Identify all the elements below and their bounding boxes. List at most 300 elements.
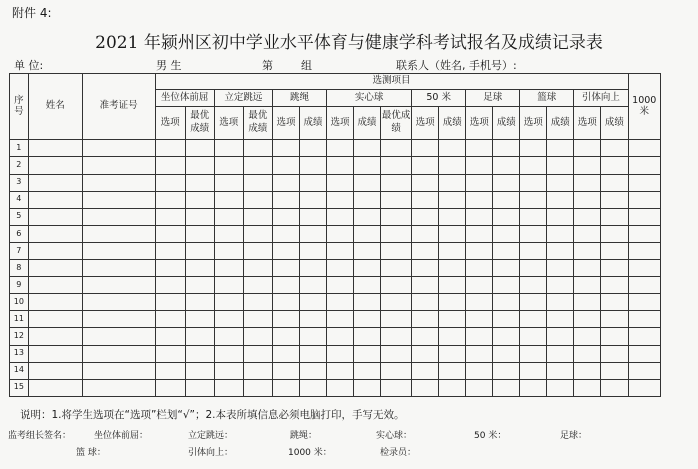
table-cell[interactable]: [272, 379, 299, 396]
table-cell[interactable]: [574, 328, 601, 345]
table-cell[interactable]: [28, 208, 82, 225]
table-cell[interactable]: [520, 277, 547, 294]
table-cell[interactable]: [28, 311, 82, 328]
table-cell[interactable]: [243, 362, 272, 379]
table-cell[interactable]: [155, 208, 185, 225]
table-cell[interactable]: [547, 277, 574, 294]
table-cell[interactable]: [214, 191, 243, 208]
table-cell[interactable]: [574, 157, 601, 174]
table-cell[interactable]: [601, 157, 628, 174]
table-cell[interactable]: [412, 362, 439, 379]
table-cell[interactable]: [466, 140, 493, 157]
table-cell[interactable]: [185, 174, 214, 191]
table-cell[interactable]: [155, 277, 185, 294]
table-cell[interactable]: [353, 379, 380, 396]
table-cell[interactable]: [155, 328, 185, 345]
table-cell[interactable]: [299, 328, 326, 345]
table-cell[interactable]: [155, 140, 185, 157]
table-cell[interactable]: [547, 242, 574, 259]
table-cell[interactable]: [439, 225, 466, 242]
table-cell[interactable]: [520, 208, 547, 225]
table-cell[interactable]: [326, 328, 353, 345]
table-cell[interactable]: [574, 140, 601, 157]
table-cell[interactable]: [243, 277, 272, 294]
table-cell[interactable]: [520, 242, 547, 259]
table-cell[interactable]: [412, 140, 439, 157]
table-cell[interactable]: [520, 328, 547, 345]
table-cell[interactable]: [185, 140, 214, 157]
table-cell[interactable]: [155, 379, 185, 396]
table-cell[interactable]: [520, 191, 547, 208]
table-cell[interactable]: [28, 225, 82, 242]
table-cell[interactable]: [547, 328, 574, 345]
table-cell[interactable]: [493, 345, 520, 362]
table-cell[interactable]: [628, 242, 660, 259]
table-cell[interactable]: [412, 311, 439, 328]
table-cell[interactable]: [466, 225, 493, 242]
table-cell[interactable]: [466, 277, 493, 294]
table-cell[interactable]: [547, 191, 574, 208]
table-cell[interactable]: [439, 140, 466, 157]
table-cell[interactable]: [272, 362, 299, 379]
table-cell[interactable]: [214, 174, 243, 191]
table-cell[interactable]: [466, 260, 493, 277]
table-cell[interactable]: [155, 242, 185, 259]
table-cell[interactable]: [82, 345, 155, 362]
table-cell[interactable]: [28, 362, 82, 379]
table-cell[interactable]: [520, 311, 547, 328]
table-cell[interactable]: [272, 140, 299, 157]
table-cell[interactable]: [628, 311, 660, 328]
table-cell[interactable]: [520, 157, 547, 174]
table-cell[interactable]: [353, 328, 380, 345]
table-cell[interactable]: [272, 277, 299, 294]
table-cell[interactable]: [353, 174, 380, 191]
table-cell[interactable]: [214, 362, 243, 379]
table-cell[interactable]: [601, 311, 628, 328]
table-cell[interactable]: [185, 345, 214, 362]
table-cell[interactable]: [214, 379, 243, 396]
table-cell[interactable]: [82, 140, 155, 157]
table-cell[interactable]: [547, 208, 574, 225]
table-cell[interactable]: [272, 260, 299, 277]
table-cell[interactable]: [243, 311, 272, 328]
table-cell[interactable]: [439, 208, 466, 225]
table-cell[interactable]: [381, 328, 412, 345]
table-cell[interactable]: [520, 362, 547, 379]
table-cell[interactable]: [628, 379, 660, 396]
table-cell[interactable]: [185, 328, 214, 345]
table-cell[interactable]: [28, 140, 82, 157]
table-cell[interactable]: [82, 362, 155, 379]
table-cell[interactable]: [82, 260, 155, 277]
table-cell[interactable]: [299, 260, 326, 277]
table-cell[interactable]: [601, 345, 628, 362]
table-cell[interactable]: [28, 191, 82, 208]
table-cell[interactable]: [299, 277, 326, 294]
table-cell[interactable]: [299, 157, 326, 174]
table-cell[interactable]: [628, 157, 660, 174]
table-cell[interactable]: [628, 260, 660, 277]
table-cell[interactable]: [243, 242, 272, 259]
table-cell[interactable]: [466, 311, 493, 328]
table-cell[interactable]: [412, 294, 439, 311]
table-cell[interactable]: [82, 277, 155, 294]
table-cell[interactable]: [82, 225, 155, 242]
table-cell[interactable]: [381, 311, 412, 328]
table-cell[interactable]: [547, 225, 574, 242]
table-cell[interactable]: [547, 294, 574, 311]
table-cell[interactable]: [493, 225, 520, 242]
table-cell[interactable]: [353, 294, 380, 311]
table-cell[interactable]: [155, 191, 185, 208]
table-cell[interactable]: [439, 260, 466, 277]
table-cell[interactable]: [214, 311, 243, 328]
table-cell[interactable]: [299, 191, 326, 208]
table-cell[interactable]: [520, 260, 547, 277]
table-cell[interactable]: [520, 225, 547, 242]
table-cell[interactable]: [214, 260, 243, 277]
table-cell[interactable]: [628, 225, 660, 242]
table-cell[interactable]: [28, 157, 82, 174]
table-cell[interactable]: [601, 328, 628, 345]
table-cell[interactable]: [439, 328, 466, 345]
table-cell[interactable]: [155, 311, 185, 328]
table-cell[interactable]: [353, 345, 380, 362]
table-cell[interactable]: [628, 328, 660, 345]
table-cell[interactable]: [493, 362, 520, 379]
table-cell[interactable]: [574, 174, 601, 191]
table-cell[interactable]: [185, 277, 214, 294]
table-cell[interactable]: [520, 174, 547, 191]
table-cell[interactable]: [466, 379, 493, 396]
table-cell[interactable]: [628, 191, 660, 208]
table-cell[interactable]: [299, 362, 326, 379]
table-cell[interactable]: [214, 140, 243, 157]
table-cell[interactable]: [28, 242, 82, 259]
table-cell[interactable]: [601, 174, 628, 191]
table-cell[interactable]: [628, 362, 660, 379]
table-cell[interactable]: [82, 208, 155, 225]
table-cell[interactable]: [628, 277, 660, 294]
table-cell[interactable]: [381, 174, 412, 191]
table-cell[interactable]: [574, 362, 601, 379]
table-cell[interactable]: [326, 174, 353, 191]
table-cell[interactable]: [493, 311, 520, 328]
table-cell[interactable]: [466, 362, 493, 379]
table-cell[interactable]: [493, 242, 520, 259]
table-cell[interactable]: [326, 379, 353, 396]
table-cell[interactable]: [155, 345, 185, 362]
table-cell[interactable]: [601, 225, 628, 242]
table-cell[interactable]: [326, 345, 353, 362]
table-cell[interactable]: [214, 277, 243, 294]
table-cell[interactable]: [185, 157, 214, 174]
table-cell[interactable]: [574, 311, 601, 328]
table-cell[interactable]: [601, 260, 628, 277]
table-cell[interactable]: [547, 362, 574, 379]
table-cell[interactable]: [353, 191, 380, 208]
table-cell[interactable]: [272, 328, 299, 345]
table-cell[interactable]: [82, 157, 155, 174]
table-cell[interactable]: [439, 362, 466, 379]
table-cell[interactable]: [326, 242, 353, 259]
table-cell[interactable]: [214, 208, 243, 225]
table-cell[interactable]: [185, 294, 214, 311]
table-cell[interactable]: [28, 328, 82, 345]
table-cell[interactable]: [214, 225, 243, 242]
table-cell[interactable]: [185, 242, 214, 259]
table-cell[interactable]: [439, 379, 466, 396]
table-cell[interactable]: [466, 345, 493, 362]
table-cell[interactable]: [439, 311, 466, 328]
table-cell[interactable]: [185, 191, 214, 208]
table-cell[interactable]: [155, 157, 185, 174]
table-cell[interactable]: [214, 345, 243, 362]
table-cell[interactable]: [439, 294, 466, 311]
table-cell[interactable]: [381, 191, 412, 208]
table-cell[interactable]: [520, 294, 547, 311]
table-cell[interactable]: [412, 157, 439, 174]
table-cell[interactable]: [412, 260, 439, 277]
table-cell[interactable]: [299, 174, 326, 191]
table-cell[interactable]: [272, 242, 299, 259]
table-cell[interactable]: [628, 345, 660, 362]
table-cell[interactable]: [155, 174, 185, 191]
table-cell[interactable]: [326, 225, 353, 242]
table-cell[interactable]: [574, 277, 601, 294]
table-cell[interactable]: [272, 208, 299, 225]
table-cell[interactable]: [326, 140, 353, 157]
table-cell[interactable]: [353, 157, 380, 174]
table-cell[interactable]: [28, 260, 82, 277]
table-cell[interactable]: [574, 191, 601, 208]
table-cell[interactable]: [243, 345, 272, 362]
table-cell[interactable]: [466, 294, 493, 311]
table-cell[interactable]: [272, 225, 299, 242]
table-cell[interactable]: [243, 260, 272, 277]
table-cell[interactable]: [547, 260, 574, 277]
table-cell[interactable]: [493, 140, 520, 157]
table-cell[interactable]: [299, 345, 326, 362]
table-cell[interactable]: [439, 174, 466, 191]
table-cell[interactable]: [243, 157, 272, 174]
table-cell[interactable]: [466, 157, 493, 174]
table-cell[interactable]: [381, 260, 412, 277]
table-cell[interactable]: [272, 345, 299, 362]
table-cell[interactable]: [412, 277, 439, 294]
table-cell[interactable]: [466, 242, 493, 259]
table-cell[interactable]: [326, 191, 353, 208]
table-cell[interactable]: [493, 379, 520, 396]
table-cell[interactable]: [82, 328, 155, 345]
table-cell[interactable]: [28, 345, 82, 362]
table-cell[interactable]: [574, 242, 601, 259]
table-cell[interactable]: [520, 379, 547, 396]
table-cell[interactable]: [326, 362, 353, 379]
table-cell[interactable]: [601, 140, 628, 157]
table-cell[interactable]: [574, 225, 601, 242]
table-cell[interactable]: [299, 379, 326, 396]
table-cell[interactable]: [601, 208, 628, 225]
table-cell[interactable]: [412, 345, 439, 362]
table-cell[interactable]: [381, 277, 412, 294]
table-cell[interactable]: [520, 140, 547, 157]
table-cell[interactable]: [185, 225, 214, 242]
table-cell[interactable]: [601, 277, 628, 294]
table-cell[interactable]: [326, 294, 353, 311]
table-cell[interactable]: [493, 260, 520, 277]
table-cell[interactable]: [493, 191, 520, 208]
table-cell[interactable]: [82, 311, 155, 328]
table-cell[interactable]: [353, 208, 380, 225]
table-cell[interactable]: [412, 379, 439, 396]
table-cell[interactable]: [412, 242, 439, 259]
table-cell[interactable]: [214, 328, 243, 345]
table-cell[interactable]: [82, 379, 155, 396]
table-cell[interactable]: [272, 157, 299, 174]
table-cell[interactable]: [326, 157, 353, 174]
table-cell[interactable]: [628, 208, 660, 225]
table-cell[interactable]: [439, 157, 466, 174]
table-cell[interactable]: [272, 191, 299, 208]
table-cell[interactable]: [381, 294, 412, 311]
table-cell[interactable]: [243, 379, 272, 396]
table-cell[interactable]: [466, 208, 493, 225]
table-cell[interactable]: [412, 174, 439, 191]
table-cell[interactable]: [155, 260, 185, 277]
table-cell[interactable]: [381, 379, 412, 396]
table-cell[interactable]: [243, 140, 272, 157]
table-cell[interactable]: [439, 242, 466, 259]
table-cell[interactable]: [439, 345, 466, 362]
table-cell[interactable]: [185, 362, 214, 379]
table-cell[interactable]: [353, 260, 380, 277]
table-cell[interactable]: [493, 174, 520, 191]
table-cell[interactable]: [412, 225, 439, 242]
table-cell[interactable]: [28, 277, 82, 294]
table-cell[interactable]: [28, 379, 82, 396]
table-cell[interactable]: [353, 140, 380, 157]
table-cell[interactable]: [272, 311, 299, 328]
table-cell[interactable]: [628, 174, 660, 191]
table-cell[interactable]: [493, 328, 520, 345]
table-cell[interactable]: [353, 362, 380, 379]
table-cell[interactable]: [601, 379, 628, 396]
table-cell[interactable]: [299, 140, 326, 157]
table-cell[interactable]: [185, 311, 214, 328]
table-cell[interactable]: [466, 174, 493, 191]
table-cell[interactable]: [493, 294, 520, 311]
table-cell[interactable]: [381, 157, 412, 174]
table-cell[interactable]: [82, 294, 155, 311]
table-cell[interactable]: [155, 294, 185, 311]
table-cell[interactable]: [82, 191, 155, 208]
table-cell[interactable]: [493, 157, 520, 174]
table-cell[interactable]: [493, 277, 520, 294]
table-cell[interactable]: [628, 140, 660, 157]
table-cell[interactable]: [466, 328, 493, 345]
table-cell[interactable]: [243, 225, 272, 242]
table-cell[interactable]: [439, 191, 466, 208]
table-cell[interactable]: [155, 225, 185, 242]
table-cell[interactable]: [299, 242, 326, 259]
table-cell[interactable]: [326, 208, 353, 225]
table-cell[interactable]: [243, 328, 272, 345]
table-cell[interactable]: [547, 140, 574, 157]
table-cell[interactable]: [28, 294, 82, 311]
table-cell[interactable]: [381, 362, 412, 379]
table-cell[interactable]: [353, 242, 380, 259]
table-cell[interactable]: [299, 208, 326, 225]
table-cell[interactable]: [547, 174, 574, 191]
table-cell[interactable]: [214, 294, 243, 311]
table-cell[interactable]: [520, 345, 547, 362]
table-cell[interactable]: [601, 242, 628, 259]
table-cell[interactable]: [574, 260, 601, 277]
table-cell[interactable]: [243, 208, 272, 225]
table-cell[interactable]: [574, 379, 601, 396]
table-cell[interactable]: [493, 208, 520, 225]
table-cell[interactable]: [381, 242, 412, 259]
table-cell[interactable]: [326, 311, 353, 328]
table-cell[interactable]: [326, 260, 353, 277]
table-cell[interactable]: [466, 191, 493, 208]
table-cell[interactable]: [82, 242, 155, 259]
table-cell[interactable]: [299, 294, 326, 311]
table-cell[interactable]: [628, 294, 660, 311]
table-cell[interactable]: [381, 225, 412, 242]
table-cell[interactable]: [412, 208, 439, 225]
table-cell[interactable]: [326, 277, 353, 294]
table-cell[interactable]: [243, 294, 272, 311]
table-cell[interactable]: [601, 191, 628, 208]
table-cell[interactable]: [243, 174, 272, 191]
table-cell[interactable]: [353, 311, 380, 328]
table-cell[interactable]: [601, 294, 628, 311]
table-cell[interactable]: [353, 277, 380, 294]
table-cell[interactable]: [185, 260, 214, 277]
table-cell[interactable]: [185, 379, 214, 396]
table-cell[interactable]: [574, 208, 601, 225]
table-cell[interactable]: [601, 362, 628, 379]
table-cell[interactable]: [547, 345, 574, 362]
table-cell[interactable]: [574, 294, 601, 311]
table-cell[interactable]: [185, 208, 214, 225]
table-cell[interactable]: [381, 345, 412, 362]
table-cell[interactable]: [243, 191, 272, 208]
table-cell[interactable]: [574, 345, 601, 362]
table-cell[interactable]: [82, 174, 155, 191]
table-cell[interactable]: [299, 311, 326, 328]
table-cell[interactable]: [381, 208, 412, 225]
table-cell[interactable]: [412, 191, 439, 208]
table-cell[interactable]: [214, 157, 243, 174]
table-cell[interactable]: [272, 174, 299, 191]
table-cell[interactable]: [28, 174, 82, 191]
table-cell[interactable]: [214, 242, 243, 259]
table-cell[interactable]: [547, 379, 574, 396]
table-cell[interactable]: [381, 140, 412, 157]
table-cell[interactable]: [547, 157, 574, 174]
table-cell[interactable]: [353, 225, 380, 242]
table-cell[interactable]: [412, 328, 439, 345]
table-cell[interactable]: [299, 225, 326, 242]
table-cell[interactable]: [155, 362, 185, 379]
table-cell[interactable]: [547, 311, 574, 328]
table-cell[interactable]: [439, 277, 466, 294]
table-cell[interactable]: [272, 294, 299, 311]
